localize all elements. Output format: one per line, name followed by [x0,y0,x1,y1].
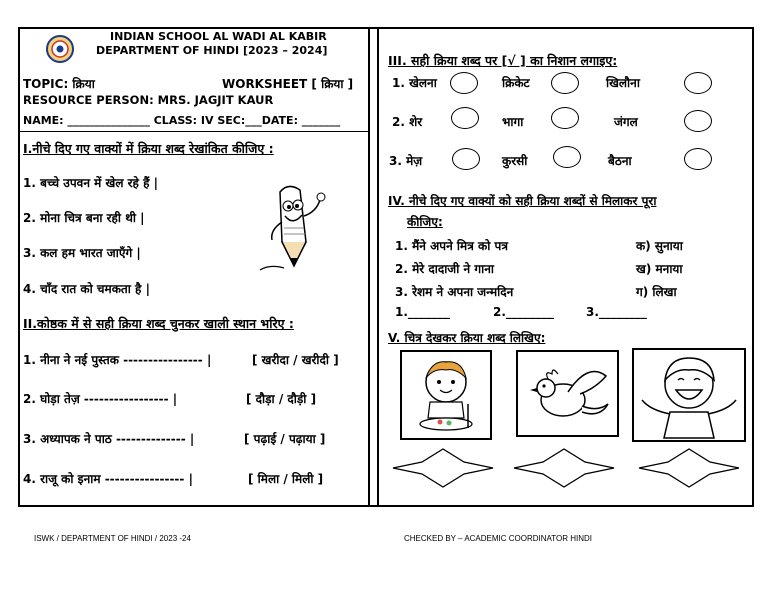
match-right-item: ख) मनाया [636,262,683,276]
section2-options: [ पढ़ाई / पढ़ाया ] [244,432,326,446]
section4-title-cont: कीजिए: [407,215,443,229]
section2-question: 1. नीना ने नई पुस्तक ---------------- | [23,353,212,367]
tick-circle[interactable] [450,72,478,94]
section1-title: I.नीचे दिए गए वाक्यों में क्रिया शब्द रेखांकित कीजिए : [23,141,274,156]
topic-label: TOPIC: क्रिया [23,77,95,91]
tick-circle[interactable] [684,148,712,170]
section1-item: 2. मोना चित्र बना रही थी | [23,211,145,225]
section4-title: IV. नीचे दिए गए वाक्यों को सही क्रिया शब्दों से मिलाकर पूरा [388,194,657,208]
student-info-line: NAME: _______________ CLASS: IV SEC:___DATE: _______ [23,114,341,127]
match-left-item: 1. मैंने अपने मित्र को पत्र [395,239,508,253]
school-name: INDIAN SCHOOL AL WADI AL KABIR [110,30,327,43]
section3-word: बैठना [608,154,632,168]
match-right-item: क) सुनाया [636,239,683,253]
header-rule [18,131,368,132]
answer-blank[interactable]: 2.________ [493,305,554,319]
section2-options: [ खरीदा / खरीदी ] [252,353,339,367]
answer-star-shape [513,448,615,488]
section2-question: 3. अध्यापक ने पाठ -------------- | [23,432,195,446]
tick-circle[interactable] [553,146,581,168]
tick-circle[interactable] [684,110,712,132]
tick-circle[interactable] [684,72,712,94]
pencil-cartoon-image [258,182,333,274]
resource-person: RESOURCE PERSON: MRS. JAGJIT KAUR [23,93,274,107]
section1-item: 1. बच्चे उपवन में खेल रहे हैं | [23,176,159,190]
girl-laughing-image [632,348,746,442]
section3-word: 3. मेज़ [389,154,423,168]
department-title: DEPARTMENT OF HINDI [2023 – 2024] [96,44,328,57]
section3-word: 1. खेलना [392,76,437,90]
worksheet-label: WORKSHEET [ क्रिया ] [222,77,354,91]
section3-word: कुरसी [502,154,528,168]
section1-item: 3. कल हम भारत जाएँगे | [23,246,141,260]
tick-circle[interactable] [551,107,579,129]
section2-question: 2. घोड़ा तेज़ ----------------- | [23,392,178,406]
answer-star-shape [392,448,494,488]
section1-item: 4. चाँद रात को चमकता है | [23,282,150,296]
section3-word: भागा [502,115,524,129]
tick-circle[interactable] [451,107,479,129]
section3-word: 2. शेर [392,115,423,129]
section2-title: II.कोष्ठक में से सही क्रिया शब्द चुनकर खाली स्थान भरिए : [23,316,294,331]
match-left-item: 2. मेरे दादाजी ने गाना [395,262,494,276]
boy-eating-image [400,350,492,440]
tick-circle[interactable] [452,148,480,170]
section2-options: [ दौड़ा / दौड़ी ] [246,392,317,406]
section3-title: III. सही क्रिया शब्द पर [√ ] का निशान लगाइए: [388,53,618,68]
section3-word: खिलौना [606,76,640,90]
answer-star-shape [638,448,740,488]
school-logo [45,34,75,64]
column-divider [368,27,379,507]
answer-blank[interactable]: 1._______ [395,305,450,319]
answer-blank[interactable]: 3.________ [586,305,647,319]
section5-title: V. चित्र देखकर क्रिया शब्द लिखिए: [388,331,546,345]
section2-options: [ मिला / मिली ] [248,472,324,486]
match-left-item: 3. रेशम ने अपना जन्मदिन [395,285,514,299]
tick-circle[interactable] [551,72,579,94]
bird-flying-image [516,350,619,437]
footer-left-text: ISWK / DEPARTMENT OF HINDI / 2023 -24 [34,534,191,543]
section3-word: जंगल [614,115,638,129]
match-right-item: ग) लिखा [636,285,677,299]
section3-word: क्रिकेट [502,76,530,90]
section2-question: 4. राजू को इनाम ---------------- | [23,472,193,486]
footer-right-text: CHECKED BY – ACADEMIC COORDINATOR HINDI [404,534,593,543]
